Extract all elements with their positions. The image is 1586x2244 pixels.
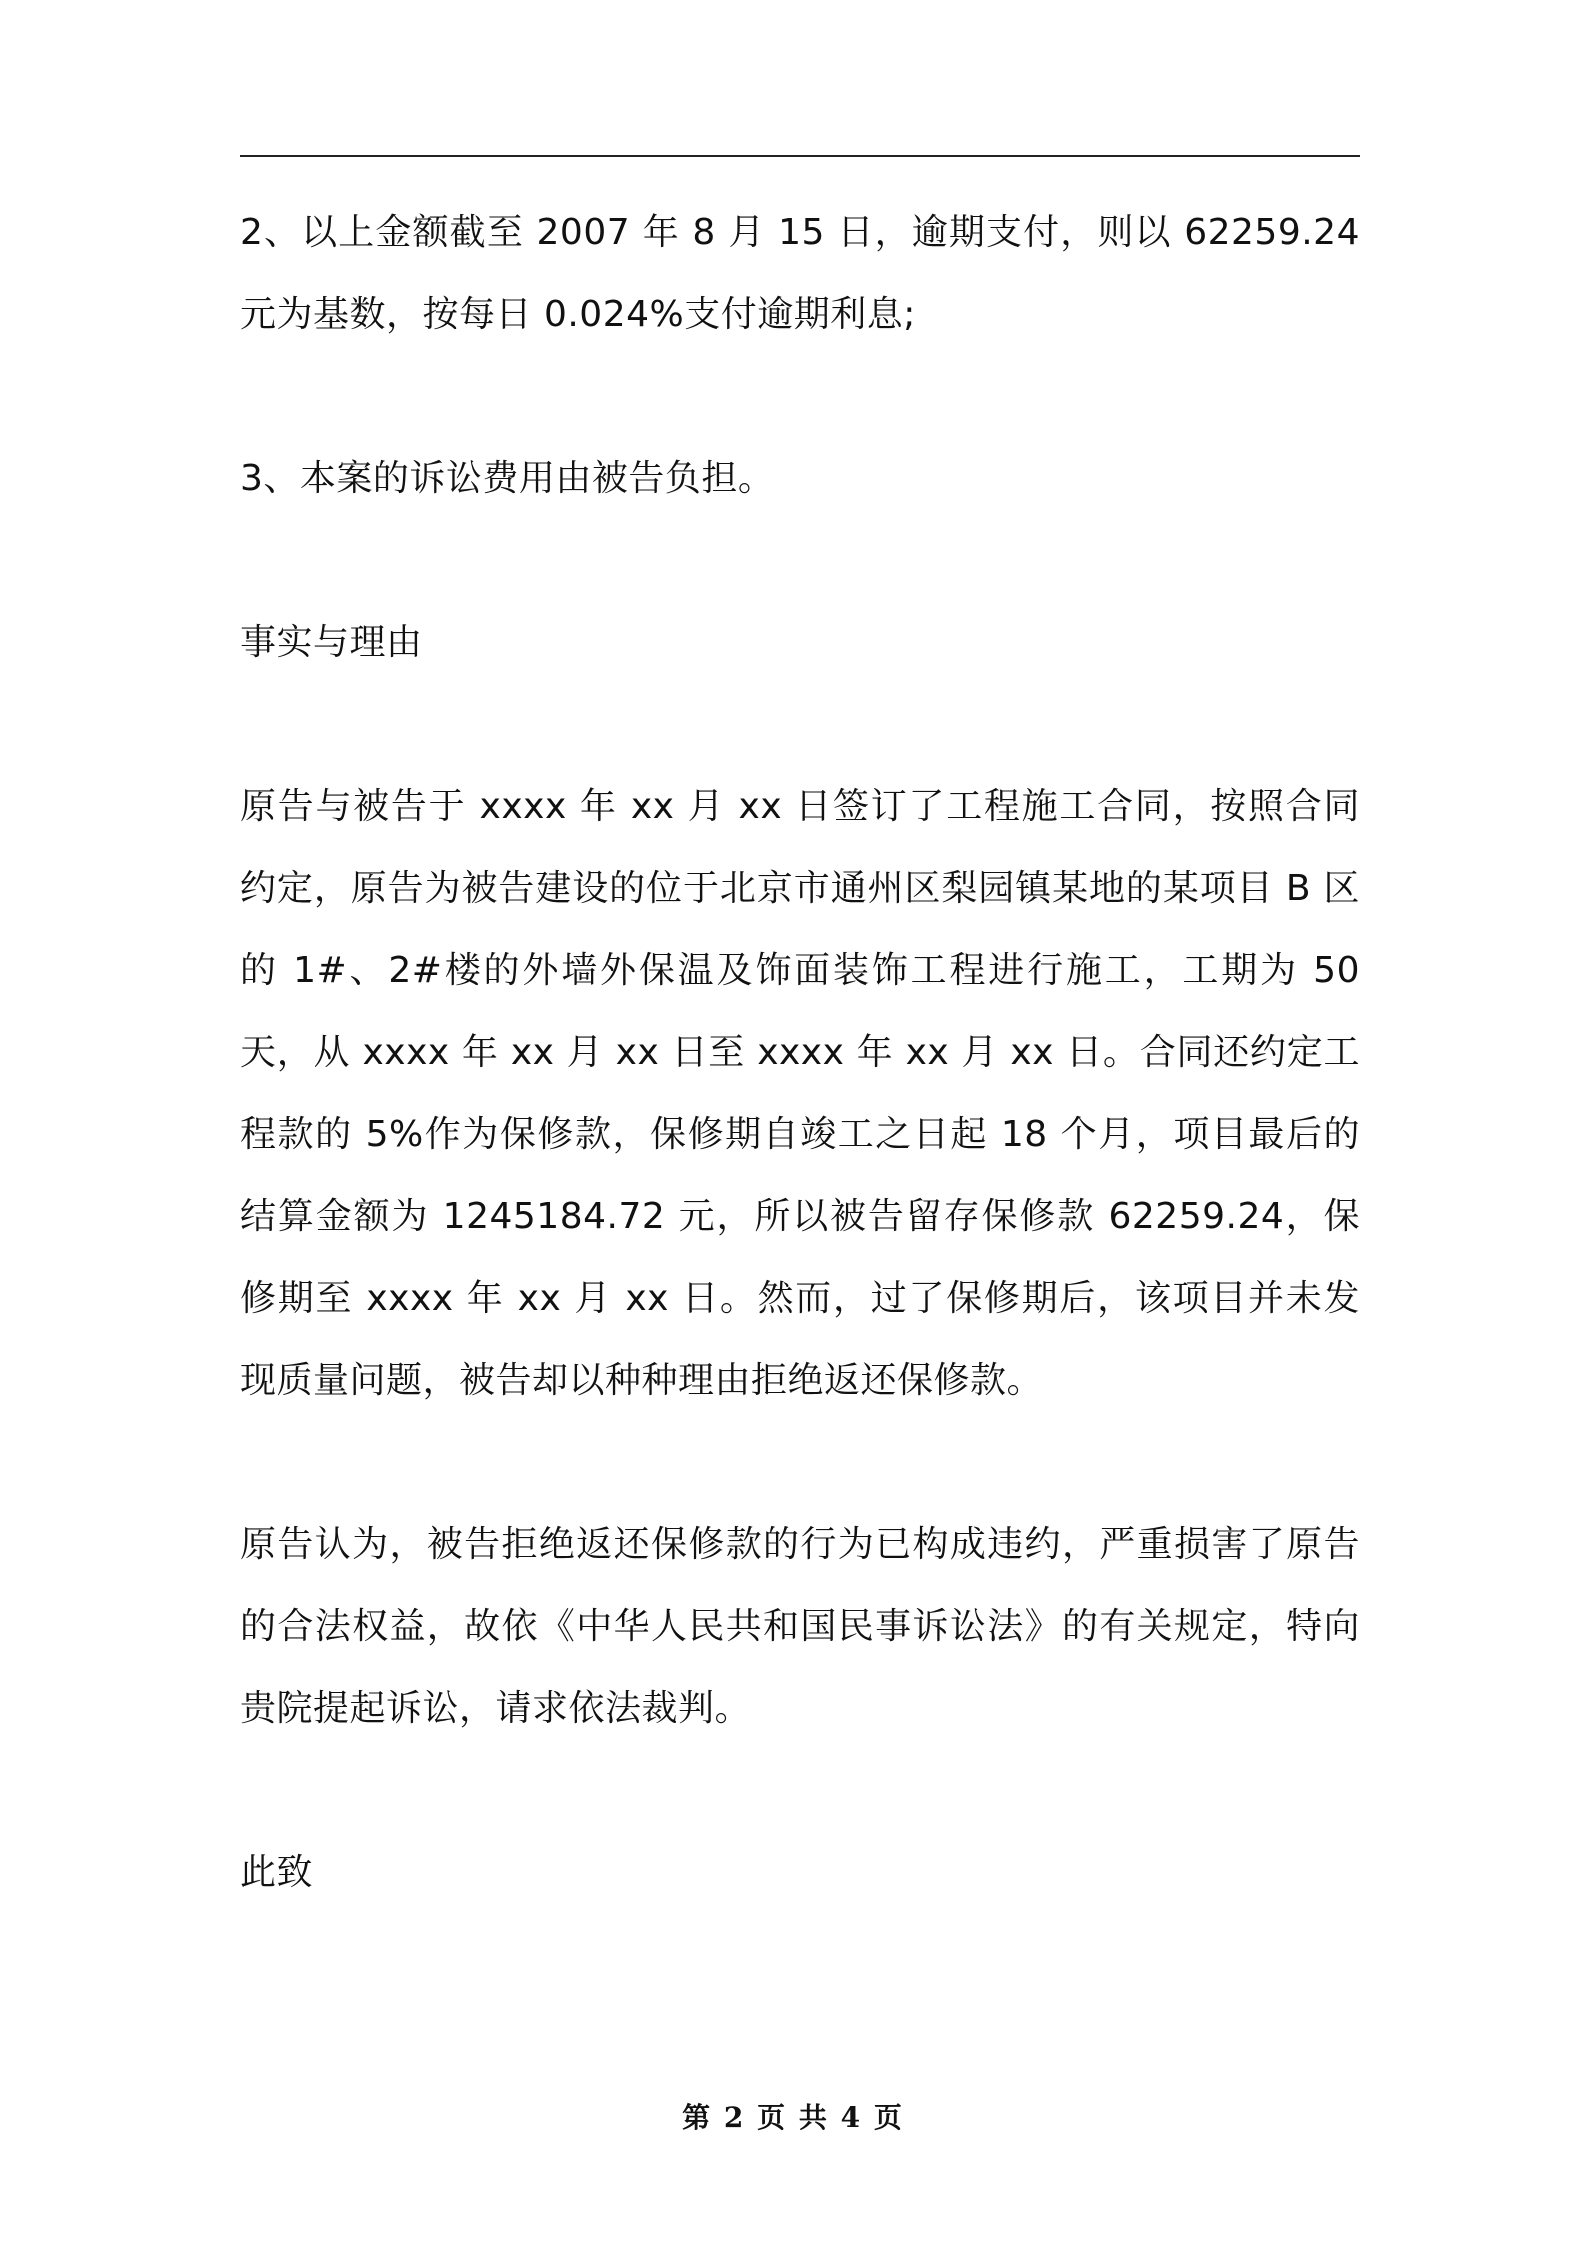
claim-item-2: 2、以上金额截至 2007 年 8 月 15 日，逾期支付，则以 62259.24 元为基数，按每日 0.024%支付逾期利息; xyxy=(240,212,1360,335)
claim-item-3: 3、本案的诉讼费用由被告负担。 xyxy=(240,458,775,499)
section-heading-facts: 事实与理由 xyxy=(240,622,423,663)
header-divider xyxy=(240,155,1360,157)
facts-paragraph: 原告与被告于 xxxx 年 xx 月 xx 日签订了工程施工合同，按照合同约定，原告为被告建设的位于北京市通州区梨园镇某地的某项目 B 区的 1#、2#楼的外墙外保温及饰面装饰工程进行施工，工期为 50 天，从 xxxx 年 xx 月 xx 日至 xxxx 年 xx 月 xx 日。合同还约定工程款的 5%作为保修款，保修期自竣工之日起 18 个月，项目最后的结算金额为 1245184.72 元，所以被告留存保修款 62259.24，保修期至 xxxx 年 xx 月 xx 日。然而，过了保修期后，该项目并未发现质量问题，被告却以种种理由拒绝返还保修款。 xyxy=(240,786,1360,1401)
reasoning-paragraph: 原告认为，被告拒绝返还保修款的行为已构成违约，严重损害了原告的合法权益，故依《中华人民共和国民事诉讼法》的有关规定，特向贵院提起诉讼，请求依法裁判。 xyxy=(240,1524,1360,1729)
page-number: 第 2 页 共 4 页 xyxy=(682,2101,904,2134)
closing-salutation: 此致 xyxy=(240,1852,314,1893)
document-body xyxy=(240,192,1360,1914)
